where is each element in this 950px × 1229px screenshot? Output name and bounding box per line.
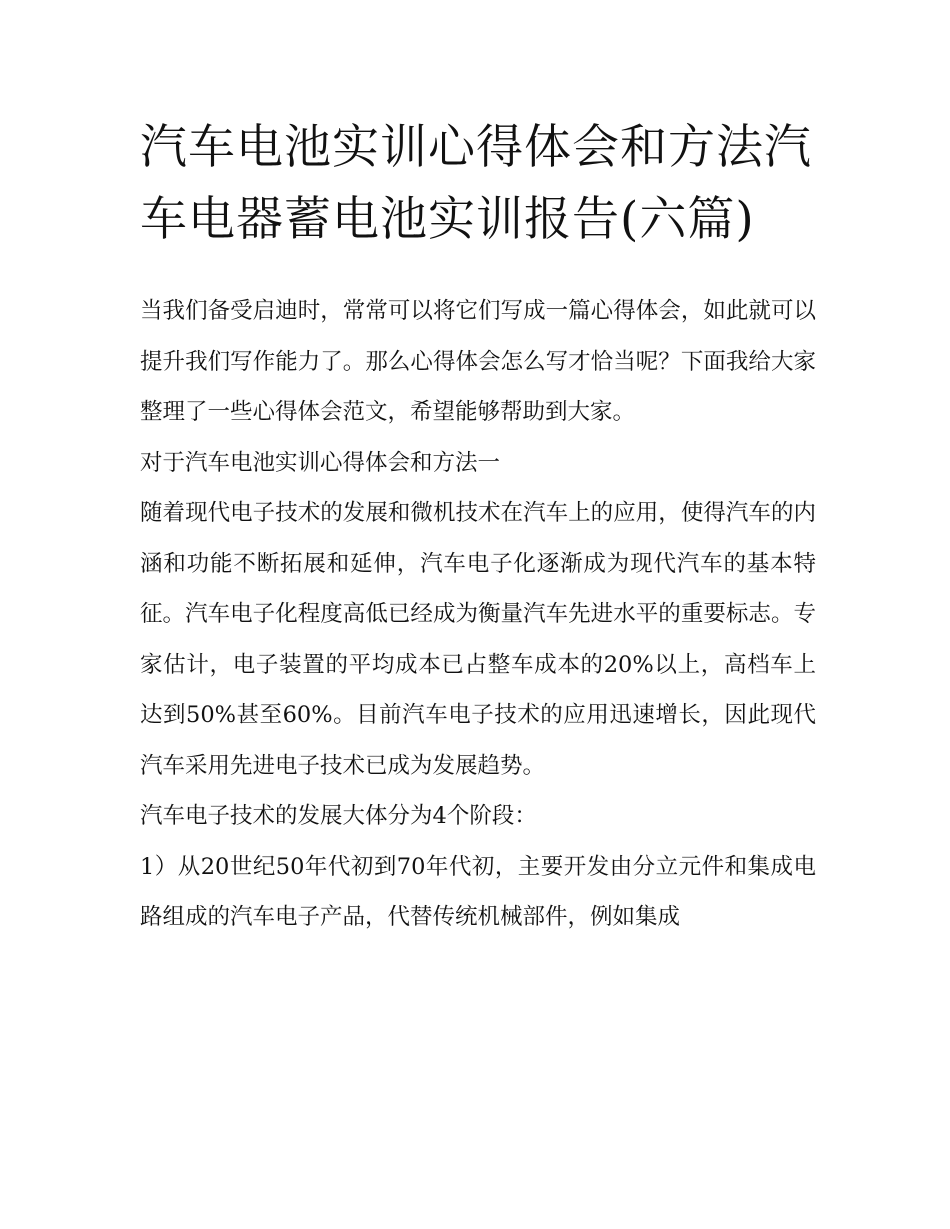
section-heading: 对于汽车电池实训心得体会和方法一 — [140, 449, 501, 476]
body-paragraph: 随着现代电子技术的发展和微机技术在汽车上的应用，使得汽车的内涵和功能不断拓展和延伸，汽车电子化逐渐成为现代汽车的基本特征。汽车电子化程度高低已经成为衡量汽车先进水平的重要标志。专家估计，电子装置的平均成本已占整车成本的20%以上，高档车上达到50%甚至60%。目前汽车电子技术的应用迅速增长，因此现代汽车采用先进电子技术已成为发展趋势。 — [140, 500, 816, 779]
document-body — [140, 112, 816, 943]
body-paragraph: 1）从20世纪50年代初到70年代初，主要开发由分立元件和集成电路组成的汽车电子产品，代替传统机械部件，例如集成 — [140, 853, 816, 930]
body-paragraph: 汽车电子技术的发展大体分为4个阶段： — [140, 803, 537, 829]
intro-paragraph: 当我们备受启迪时，常常可以将它们写成一篇心得体会，如此就可以提升我们写作能力了。那么心得体会怎么写才恰当呢？下面我给大家整理了一些心得体会范文，希望能够帮助到大家。 — [140, 298, 816, 425]
document-title: 汽车电池实训心得体会和方法汽车电器蓄电池实训报告(六篇) — [140, 120, 812, 247]
